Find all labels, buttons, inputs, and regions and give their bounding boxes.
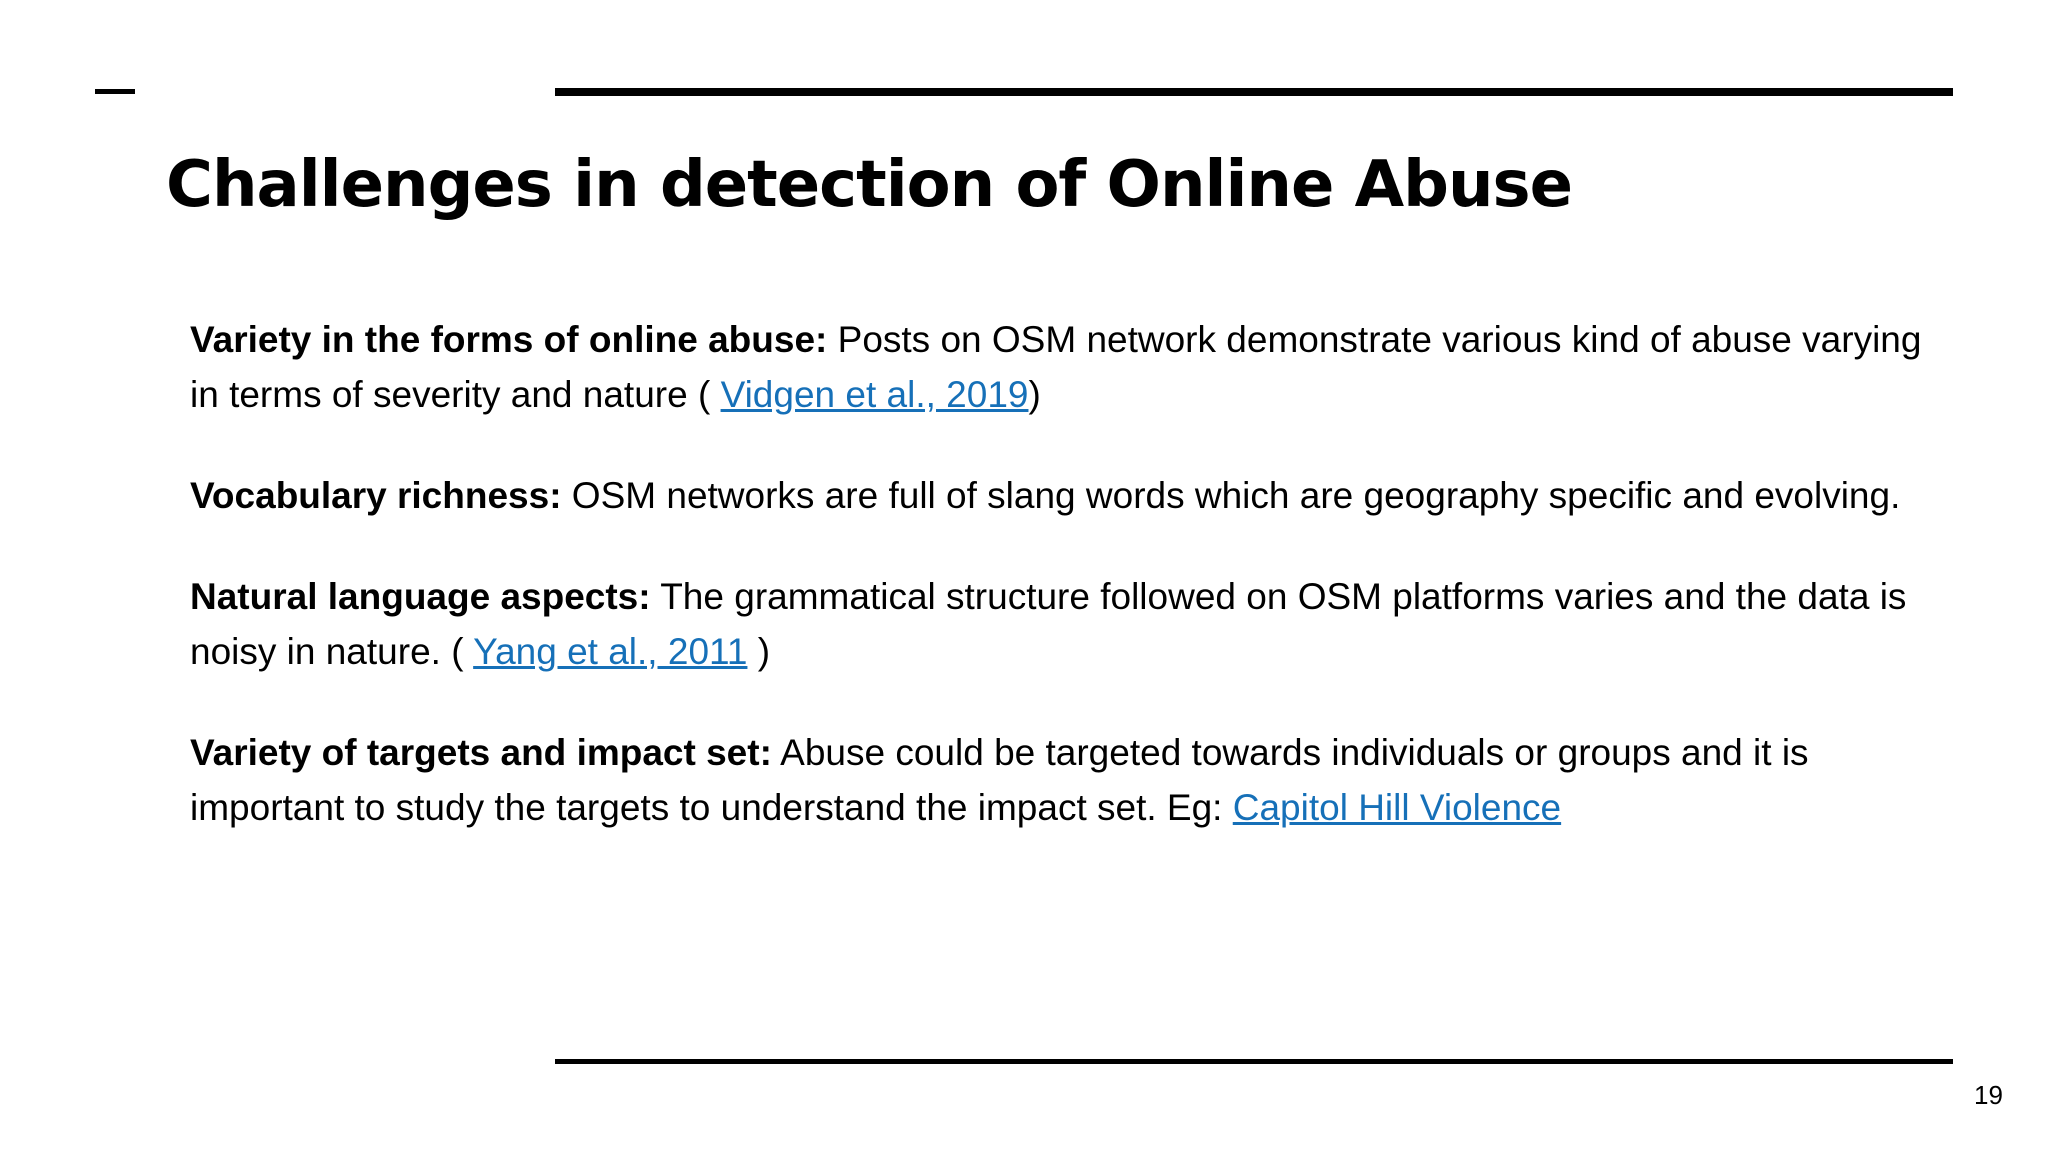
item-natural-language bbox=[190, 569, 1950, 679]
item-text-after: ) bbox=[1028, 374, 1041, 415]
item-heading: Natural language aspects: bbox=[190, 576, 651, 617]
item-heading: Variety of targets and impact set: bbox=[190, 732, 772, 773]
bottom-rule bbox=[555, 1059, 1953, 1064]
title-accent-dash bbox=[95, 89, 135, 94]
slide-body bbox=[190, 312, 1950, 881]
item-text: The grammatical structure followed on OSM platforms varies and the data is noisy in nature. ( bbox=[190, 576, 1907, 672]
slide-title: Challenges in detection of Online Abuse bbox=[166, 148, 1573, 222]
citation-link-vidgen[interactable]: Vidgen et al., 2019 bbox=[720, 374, 1029, 415]
item-vocabulary-richness bbox=[190, 468, 1950, 523]
item-text-after: ) bbox=[747, 631, 771, 672]
item-forms-of-abuse bbox=[190, 312, 1950, 422]
item-heading: Variety in the forms of online abuse: bbox=[190, 319, 828, 360]
item-targets-impact bbox=[190, 725, 1950, 835]
capitol-hill-link[interactable]: Capitol Hill Violence bbox=[1232, 787, 1562, 828]
item-text: OSM networks are full of slang words which are geography speciﬁc and evolving. bbox=[561, 475, 1901, 516]
item-text: Abuse could be targeted towards individuals or groups and it is important to study the targets to understand the impact set. Eg: bbox=[190, 732, 1809, 828]
page-number: 19 bbox=[1974, 1080, 2003, 1110]
item-text: Posts on OSM network demonstrate various kind of abuse varying in terms of severity and nature ( bbox=[190, 319, 1922, 415]
citation-link-yang[interactable]: Yang et al., 2011 bbox=[473, 631, 748, 672]
item-heading: Vocabulary richness: bbox=[190, 475, 562, 516]
top-rule bbox=[555, 88, 1953, 96]
